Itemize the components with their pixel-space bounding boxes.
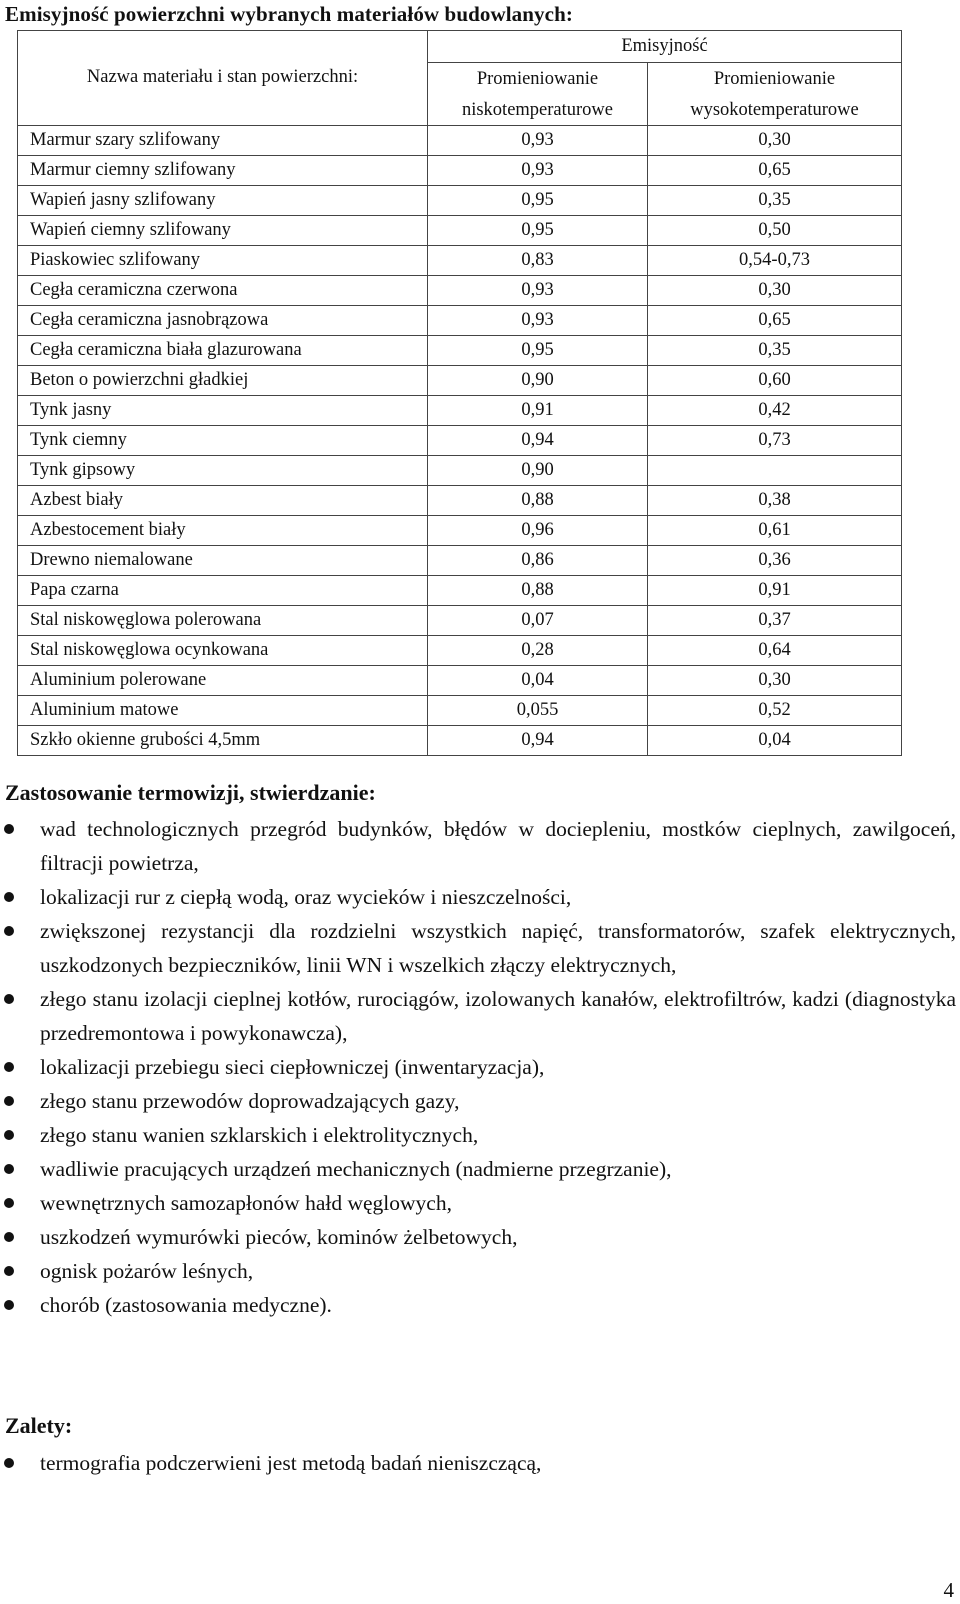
list-item-text: wadliwie pracujących urządzeń mechanicznych (nadmierne przegrzanie), [40, 1157, 672, 1181]
low-temp-emissivity-cell: 0,83 [428, 246, 648, 276]
header-high-line2: wysokotemperaturowe [648, 94, 902, 126]
high-temp-emissivity-cell: 0,30 [648, 666, 902, 696]
list-item [0, 880, 956, 914]
material-name-cell: Marmur ciemny szlifowany [18, 156, 428, 186]
material-name-cell: Wapień ciemny szlifowany [18, 216, 428, 246]
table-row [18, 246, 902, 276]
table-row [18, 366, 902, 396]
material-name-cell: Tynk jasny [18, 396, 428, 426]
list-item [0, 1050, 956, 1084]
bullet-icon [4, 926, 14, 936]
list-item [0, 812, 956, 880]
low-temp-emissivity-cell: 0,90 [428, 366, 648, 396]
header-high-line1: Promieniowanie [648, 63, 902, 95]
bullet-icon [4, 1266, 14, 1276]
list-item-text: złego stanu izolacji cieplnej kotłów, rurociągów, izolowanych kanałów, elektrofiltrów, kadzi (diagnostyka przedremontowa i powykonawcza), [40, 987, 956, 1045]
list-item-text: ognisk pożarów leśnych, [40, 1259, 254, 1283]
list-item-text: chorób (zastosowania medyczne). [40, 1293, 332, 1317]
list-item [0, 1288, 956, 1322]
list-item [0, 1084, 956, 1118]
high-temp-emissivity-cell: 0,50 [648, 216, 902, 246]
bullet-icon [4, 1232, 14, 1242]
high-temp-emissivity-cell: 0,35 [648, 186, 902, 216]
table-row [18, 306, 902, 336]
low-temp-emissivity-cell: 0,91 [428, 396, 648, 426]
low-temp-emissivity-cell: 0,93 [428, 276, 648, 306]
bullet-icon [4, 1164, 14, 1174]
low-temp-emissivity-cell: 0,90 [428, 456, 648, 486]
material-name-cell: Tynk ciemny [18, 426, 428, 456]
table-row [18, 576, 902, 606]
list-item-text: termografia podczerwieni jest metodą badań nieniszczącą, [40, 1451, 542, 1475]
bullet-icon [4, 824, 14, 834]
high-temp-emissivity-cell [648, 456, 902, 486]
table-row [18, 336, 902, 366]
table-row [18, 516, 902, 546]
high-temp-emissivity-cell: 0,65 [648, 306, 902, 336]
page-title: Emisyjność powierzchni wybranych materiałów budowlanych: [5, 2, 573, 26]
high-temp-emissivity-cell: 0,60 [648, 366, 902, 396]
list-item [0, 982, 956, 1050]
bullet-icon [4, 994, 14, 1004]
low-temp-emissivity-cell: 0,28 [428, 636, 648, 666]
table-row [18, 606, 902, 636]
table-row [18, 396, 902, 426]
material-name-cell: Cegła ceramiczna czerwona [18, 276, 428, 306]
applications-heading: Zastosowanie termowizji, stwierdzanie: [5, 780, 376, 805]
high-temp-emissivity-cell: 0,37 [648, 606, 902, 636]
list-item-text: wewnętrznych samozapłonów hałd węglowych, [40, 1191, 452, 1215]
bullet-icon [4, 1130, 14, 1140]
list-item-text: złego stanu wanien szklarskich i elektrolitycznych, [40, 1123, 479, 1147]
header-low-line1: Promieniowanie [428, 63, 648, 95]
list-item-text: złego stanu przewodów doprowadzających gazy, [40, 1089, 460, 1113]
table-row [18, 636, 902, 666]
advantages-list [0, 1446, 956, 1480]
bullet-icon [4, 1096, 14, 1106]
low-temp-emissivity-cell: 0,93 [428, 126, 648, 156]
high-temp-emissivity-cell: 0,52 [648, 696, 902, 726]
material-name-cell: Szkło okienne grubości 4,5mm [18, 726, 428, 756]
table-row [18, 726, 902, 756]
material-name-cell: Marmur szary szlifowany [18, 126, 428, 156]
table-row [18, 276, 902, 306]
low-temp-emissivity-cell: 0,93 [428, 306, 648, 336]
material-name-cell: Aluminium polerowane [18, 666, 428, 696]
material-name-cell: Papa czarna [18, 576, 428, 606]
header-name-cell [18, 31, 428, 126]
header-low-line2: niskotemperaturowe [428, 94, 648, 126]
high-temp-emissivity-cell: 0,65 [648, 156, 902, 186]
bullet-icon [4, 1198, 14, 1208]
applications-list [0, 812, 956, 1322]
list-item [0, 1254, 956, 1288]
high-temp-emissivity-cell: 0,04 [648, 726, 902, 756]
high-temp-emissivity-cell: 0,91 [648, 576, 902, 606]
table-row [18, 456, 902, 486]
material-name-cell: Azbestocement biały [18, 516, 428, 546]
low-temp-emissivity-cell: 0,96 [428, 516, 648, 546]
high-temp-emissivity-cell: 0,30 [648, 126, 902, 156]
list-item [0, 1220, 956, 1254]
list-item [0, 1118, 956, 1152]
header-material-name: Nazwa materiału i stan powierzchni: [86, 67, 359, 87]
low-temp-emissivity-cell: 0,86 [428, 546, 648, 576]
material-name-cell: Stal niskowęglowa ocynkowana [18, 636, 428, 666]
table-row [18, 666, 902, 696]
table-row [18, 486, 902, 516]
high-temp-emissivity-cell: 0,36 [648, 546, 902, 576]
high-temp-emissivity-cell: 0,35 [648, 336, 902, 366]
low-temp-emissivity-cell: 0,93 [428, 156, 648, 186]
material-name-cell: Wapień jasny szlifowany [18, 186, 428, 216]
material-name-cell: Beton o powierzchni gładkiej [18, 366, 428, 396]
high-temp-emissivity-cell: 0,73 [648, 426, 902, 456]
bullet-icon [4, 1458, 14, 1468]
bullet-icon [4, 892, 14, 902]
high-temp-emissivity-cell: 0,61 [648, 516, 902, 546]
material-name-cell: Cegła ceramiczna biała glazurowana [18, 336, 428, 366]
table-row [18, 156, 902, 186]
table-row [18, 696, 902, 726]
table-row [18, 126, 902, 156]
low-temp-emissivity-cell: 0,88 [428, 576, 648, 606]
material-name-cell: Stal niskowęglowa polerowana [18, 606, 428, 636]
material-name-cell: Aluminium matowe [18, 696, 428, 726]
high-temp-emissivity-cell: 0,64 [648, 636, 902, 666]
advantages-heading: Zalety: [5, 1413, 73, 1438]
list-item-text: uszkodzeń wymurówki pieców, kominów żelbetowych, [40, 1225, 518, 1249]
table-row [18, 186, 902, 216]
table-row [18, 546, 902, 576]
list-item [0, 1152, 956, 1186]
high-temp-emissivity-cell: 0,42 [648, 396, 902, 426]
low-temp-emissivity-cell: 0,95 [428, 336, 648, 366]
list-item-text: lokalizacji przebiegu sieci ciepłowniczej (inwentaryzacja), [40, 1055, 545, 1079]
list-item [0, 1446, 956, 1480]
list-item-text: lokalizacji rur z ciepłą wodą, oraz wycieków i nieszczelności, [40, 885, 572, 909]
low-temp-emissivity-cell: 0,95 [428, 186, 648, 216]
material-name-cell: Drewno niemalowane [18, 546, 428, 576]
table-row [18, 216, 902, 246]
low-temp-emissivity-cell: 0,07 [428, 606, 648, 636]
bullet-icon [4, 1062, 14, 1072]
list-item-text: wad technologicznych przegród budynków, błędów w dociepleniu, mostków cieplnych, zawilgoceń, filtracji powietrza, [40, 817, 956, 875]
header-emissivity: Emisyjność [428, 31, 902, 63]
emissivity-table [17, 30, 902, 756]
list-item [0, 1186, 956, 1220]
list-item-text: zwiększonej rezystancji dla rozdzielni wszystkich napięć, transformatorów, szafek elektrycznych, uszkodzonych bezpieczników, linii WN i wszelkich złączy elektrycznych, [40, 919, 956, 977]
low-temp-emissivity-cell: 0,94 [428, 426, 648, 456]
high-temp-emissivity-cell: 0,54-0,73 [648, 246, 902, 276]
list-item [0, 914, 956, 982]
bullet-icon [4, 1300, 14, 1310]
table-row [18, 426, 902, 456]
material-name-cell: Cegła ceramiczna jasnobrązowa [18, 306, 428, 336]
low-temp-emissivity-cell: 0,95 [428, 216, 648, 246]
material-name-cell: Tynk gipsowy [18, 456, 428, 486]
low-temp-emissivity-cell: 0,04 [428, 666, 648, 696]
low-temp-emissivity-cell: 0,88 [428, 486, 648, 516]
high-temp-emissivity-cell: 0,30 [648, 276, 902, 306]
material-name-cell: Azbest biały [18, 486, 428, 516]
high-temp-emissivity-cell: 0,38 [648, 486, 902, 516]
material-name-cell: Piaskowiec szlifowany [18, 246, 428, 276]
low-temp-emissivity-cell: 0,94 [428, 726, 648, 756]
low-temp-emissivity-cell: 0,055 [428, 696, 648, 726]
page-number: 4 [943, 1578, 954, 1602]
